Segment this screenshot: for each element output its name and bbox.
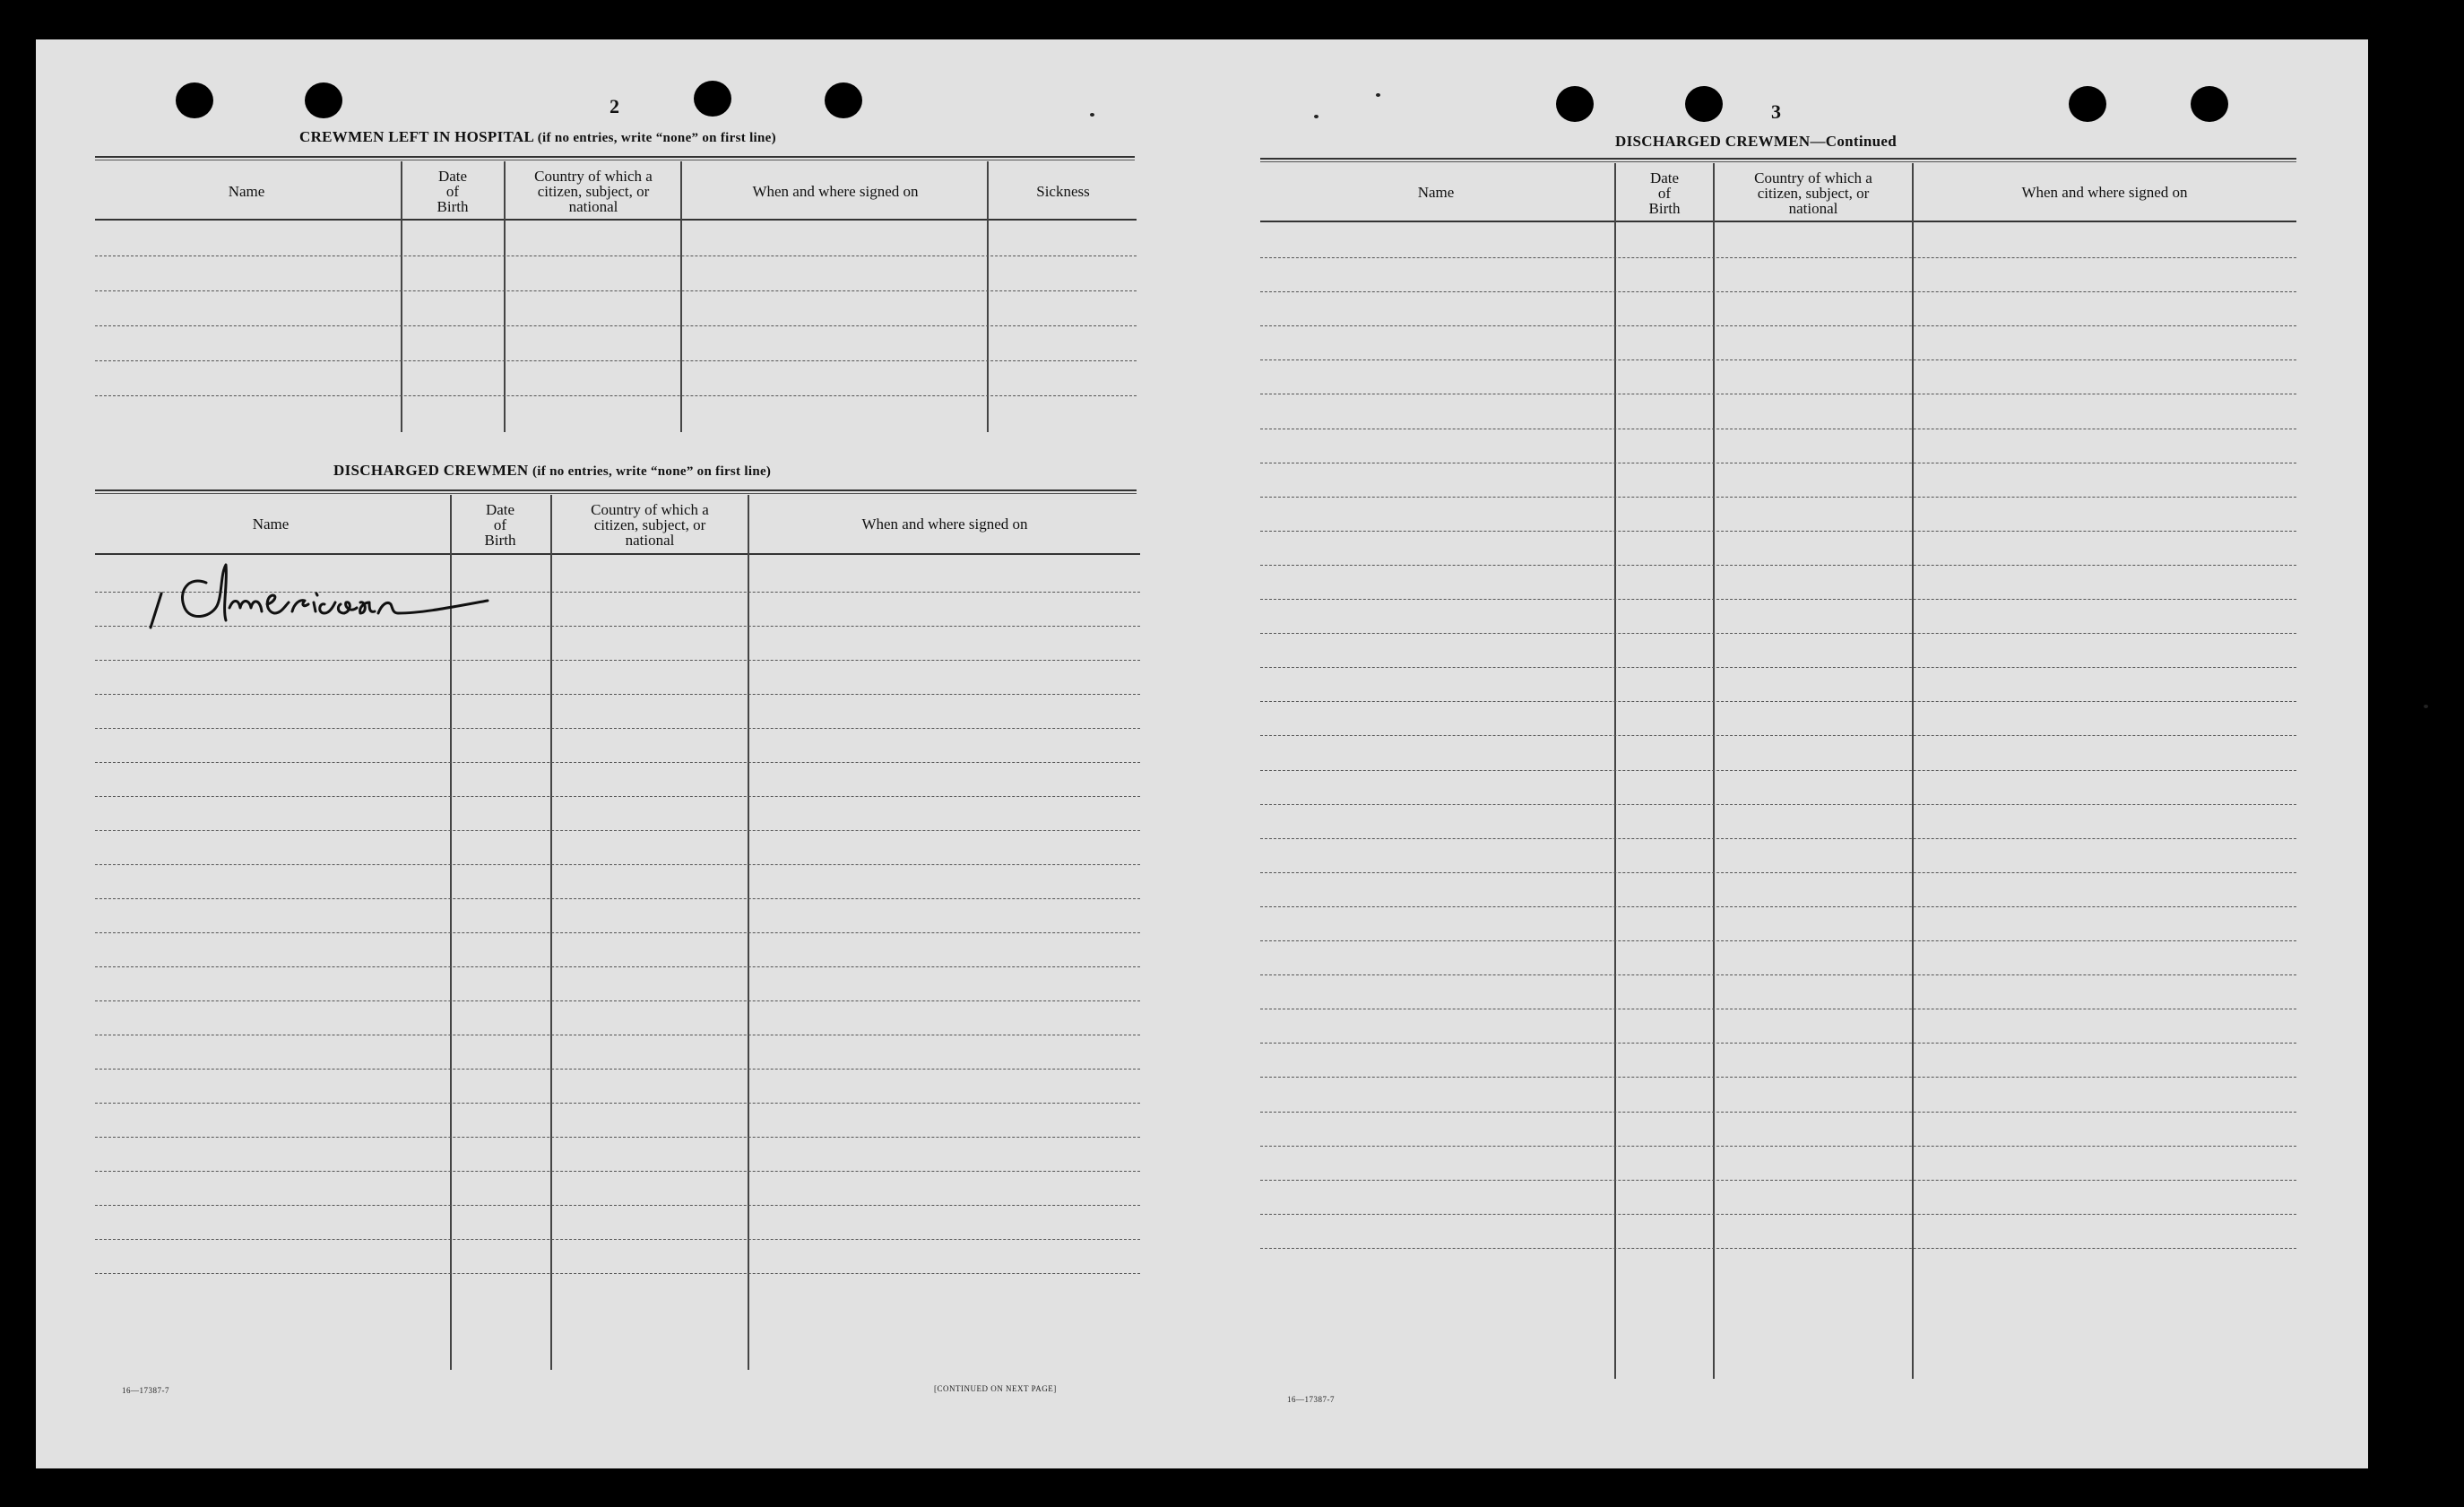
ruled-line bbox=[95, 1137, 1140, 1138]
discharged-top-rule bbox=[95, 489, 1137, 494]
ruled-line bbox=[1260, 735, 2296, 736]
right-col-signed: When and where signed on bbox=[2021, 184, 2188, 201]
discharged-col-signed: When and where signed on bbox=[861, 515, 1028, 533]
document-paper bbox=[36, 39, 2368, 1468]
country-line: Country of which a bbox=[1754, 169, 1872, 186]
ruled-line bbox=[95, 1239, 1140, 1240]
dob-line: Birth bbox=[437, 198, 469, 215]
punch-hole bbox=[305, 82, 342, 118]
country-line: Country of which a bbox=[534, 168, 653, 185]
ruled-line bbox=[95, 1171, 1140, 1172]
discharged-title-text: DISCHARGED CREWMEN bbox=[333, 462, 529, 479]
ruled-line bbox=[95, 1000, 1140, 1001]
discharged-section-title bbox=[333, 462, 771, 480]
dob-line: of bbox=[445, 183, 460, 200]
ruled-line bbox=[1260, 940, 2296, 941]
ruled-line bbox=[1260, 872, 2296, 873]
dob-line: Birth bbox=[484, 532, 516, 549]
discharged-instruction: (if no entries, write “none” on first line) bbox=[532, 464, 772, 479]
ruled-line bbox=[1260, 325, 2296, 326]
ruled-line bbox=[95, 694, 1140, 695]
hospital-col-divider bbox=[680, 161, 682, 432]
hospital-title-text: CREWMEN LEFT IN HOSPITAL bbox=[299, 128, 534, 145]
right-col-divider bbox=[1614, 163, 1616, 1379]
discharged-col-dob bbox=[452, 502, 549, 548]
hospital-col-country bbox=[507, 169, 679, 214]
punch-hole bbox=[2069, 86, 2106, 122]
ruled-line bbox=[1260, 906, 2296, 907]
ruled-line bbox=[1260, 838, 2296, 839]
hospital-col-signed: When and where signed on bbox=[752, 183, 919, 200]
dob-line: Birth bbox=[1648, 200, 1681, 217]
handwritten-entry bbox=[134, 549, 529, 638]
ruled-line bbox=[1260, 531, 2296, 532]
country-line: citizen, subject, or bbox=[593, 516, 706, 533]
ruled-line bbox=[1260, 974, 2296, 975]
dob-line: of bbox=[493, 516, 507, 533]
speck bbox=[2424, 705, 2428, 708]
hospital-header-rule bbox=[95, 219, 1137, 221]
country-line: national bbox=[1788, 200, 1838, 217]
ruled-line bbox=[1260, 1077, 2296, 1078]
discharged-col-name: Name bbox=[252, 515, 290, 533]
punch-hole bbox=[2191, 86, 2228, 122]
dob-line: Date bbox=[1649, 169, 1680, 186]
punch-hole bbox=[1556, 86, 1594, 122]
ruled-line bbox=[1260, 291, 2296, 292]
ruled-line bbox=[95, 830, 1140, 831]
dob-line: Date bbox=[437, 168, 468, 185]
ruled-line bbox=[95, 966, 1140, 967]
hospital-col-divider bbox=[504, 161, 506, 432]
ruled-line bbox=[95, 1205, 1140, 1206]
hospital-col-dob bbox=[403, 169, 502, 214]
right-col-divider bbox=[1912, 163, 1914, 1379]
right-section-title: DISCHARGED CREWMEN—Continued bbox=[1615, 133, 1897, 150]
country-line: Country of which a bbox=[591, 501, 709, 518]
ruled-line bbox=[1260, 804, 2296, 805]
ruled-line bbox=[1260, 1146, 2296, 1147]
ruled-line bbox=[1260, 1180, 2296, 1181]
dob-line: Date bbox=[485, 501, 515, 518]
ruled-line bbox=[95, 395, 1137, 396]
right-col-divider bbox=[1713, 163, 1715, 1379]
dob-line: of bbox=[1657, 185, 1672, 202]
country-line: citizen, subject, or bbox=[1757, 185, 1870, 202]
ruled-line bbox=[95, 1069, 1140, 1070]
right-header-rule bbox=[1260, 221, 2296, 222]
hospital-col-name: Name bbox=[228, 183, 265, 200]
country-line: national bbox=[568, 198, 618, 215]
ruled-line bbox=[95, 864, 1140, 865]
page-number: 2 bbox=[610, 95, 619, 117]
punch-hole bbox=[825, 82, 862, 118]
ruled-line bbox=[95, 932, 1140, 933]
ruled-line bbox=[1260, 701, 2296, 702]
hospital-section-title bbox=[299, 128, 776, 146]
right-col-dob bbox=[1617, 170, 1712, 216]
discharged-col-country bbox=[552, 502, 748, 548]
form-number: 16—17387-7 bbox=[1287, 1395, 1335, 1404]
ruled-line bbox=[95, 1273, 1140, 1274]
ruled-line bbox=[1260, 633, 2296, 634]
punch-hole bbox=[176, 82, 213, 118]
hospital-col-sickness: Sickness bbox=[1036, 183, 1090, 200]
right-col-name: Name bbox=[1417, 184, 1455, 201]
ruled-line bbox=[95, 1103, 1140, 1104]
ruled-line bbox=[1260, 599, 2296, 600]
speck bbox=[1090, 113, 1094, 117]
ruled-line bbox=[95, 762, 1140, 763]
hospital-col-divider bbox=[401, 161, 402, 432]
ruled-line bbox=[1260, 667, 2296, 668]
ruled-line bbox=[1260, 359, 2296, 360]
punch-hole bbox=[694, 81, 731, 117]
form-number: 16—17387-7 bbox=[122, 1386, 169, 1395]
ruled-line bbox=[95, 290, 1137, 291]
ruled-line bbox=[1260, 257, 2296, 258]
handwritten-entry-text bbox=[143, 592, 148, 593]
page-number: 3 bbox=[1771, 100, 1781, 123]
ruled-line bbox=[1260, 1214, 2296, 1215]
ruled-line bbox=[95, 255, 1137, 256]
ruled-line bbox=[1260, 497, 2296, 498]
ruled-line bbox=[95, 898, 1140, 899]
hospital-instruction: (if no entries, write “none” on first line) bbox=[537, 131, 776, 145]
right-col-country bbox=[1716, 170, 1911, 216]
ruled-line bbox=[95, 660, 1140, 661]
punch-hole bbox=[1685, 86, 1723, 122]
country-line: citizen, subject, or bbox=[537, 183, 650, 200]
ruled-line bbox=[95, 325, 1137, 326]
ruled-line bbox=[1260, 1112, 2296, 1113]
country-line: national bbox=[625, 532, 675, 549]
ruled-line bbox=[1260, 1043, 2296, 1044]
ruled-line bbox=[1260, 770, 2296, 771]
right-top-rule bbox=[1260, 158, 2296, 162]
ruled-line bbox=[1260, 1248, 2296, 1249]
ruled-line bbox=[95, 796, 1140, 797]
ruled-line bbox=[95, 728, 1140, 729]
speck bbox=[1376, 93, 1380, 97]
hospital-top-rule bbox=[95, 156, 1135, 160]
speck bbox=[1314, 115, 1318, 118]
ruled-line bbox=[95, 360, 1137, 361]
ruled-line bbox=[1260, 565, 2296, 566]
hospital-col-divider bbox=[987, 161, 989, 432]
continued-note: [CONTINUED ON NEXT PAGE] bbox=[934, 1384, 1057, 1393]
